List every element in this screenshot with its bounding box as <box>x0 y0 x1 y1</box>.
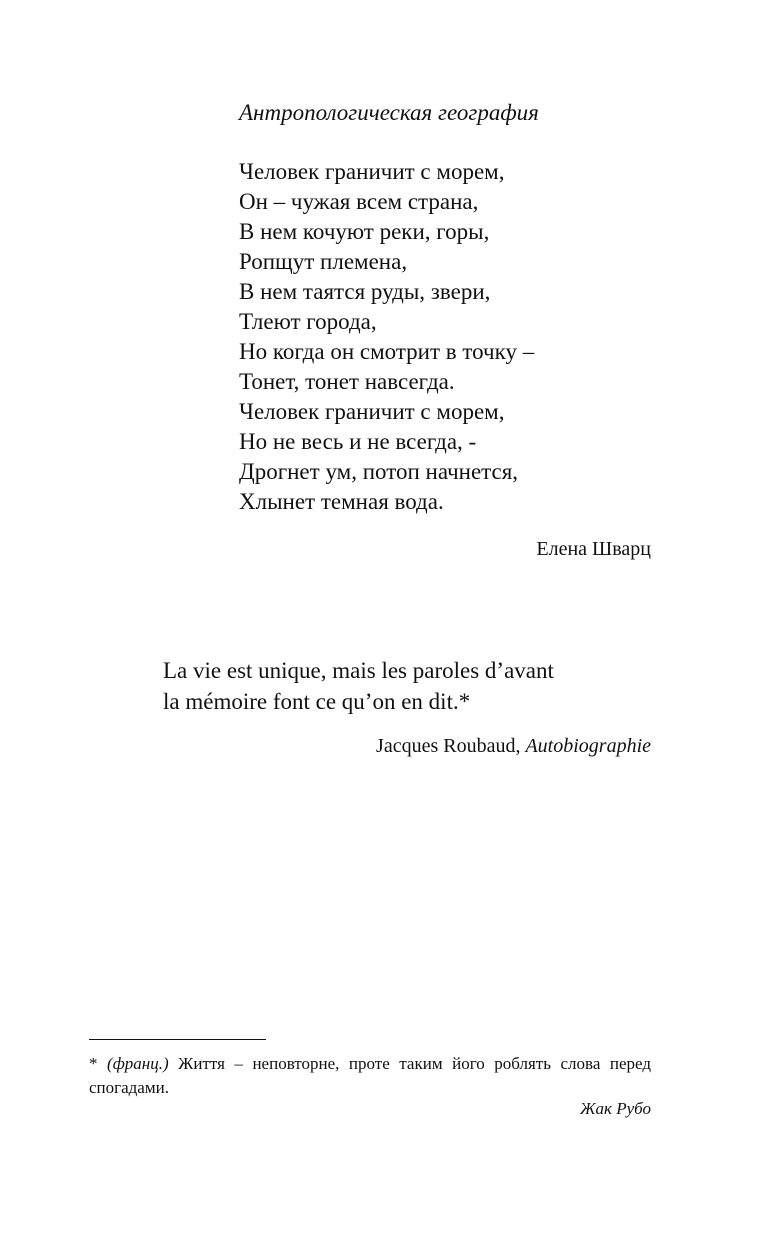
epigraph-attribution <box>163 733 651 759</box>
poem-line: Тлеют города, <box>239 309 377 334</box>
footnote-marker: * <box>89 1054 108 1073</box>
poem-author: Елена Шварц <box>536 538 651 560</box>
footnote-divider <box>89 1039 266 1040</box>
poem-block <box>239 98 651 562</box>
epigraph-line: La vie est unique, mais les paroles d’avant <box>163 658 554 683</box>
poem-line: Дрогнет ум, потоп начнется, <box>239 459 519 484</box>
poem-line: Человек граничит с морем, <box>239 399 505 424</box>
poem-line: В нем кочуют реки, горы, <box>239 219 490 244</box>
poem-line: Но когда он смотрит в точку – <box>239 339 535 364</box>
poem-line: Но не весь и не всегда, - <box>239 429 477 454</box>
poem-line: Он – чужая всем страна, <box>239 189 479 214</box>
epigraph-author: Jacques Roubaud, <box>376 735 526 757</box>
epigraph <box>163 655 651 759</box>
poem-line: В нем таятся руды, звери, <box>239 279 491 304</box>
poem-line: Хлынет темная вода. <box>239 489 444 514</box>
epigraph-line: la mémoire font ce qu’on en dit.* <box>163 689 471 714</box>
poem-title: Антропологическая география <box>239 100 539 125</box>
footnote <box>89 1052 651 1100</box>
footnote-author: Жак Рубо <box>579 1099 651 1118</box>
poem-lines <box>239 157 651 517</box>
footnote-text: Життя – неповторне, проте таким його роблять слова перед спогадами. <box>89 1054 651 1097</box>
poem-line: Ропщут племена, <box>239 249 408 274</box>
footnote-language: (франц.) <box>107 1054 169 1073</box>
poem-line: Человек граничит с морем, <box>239 159 505 184</box>
epigraph-work-title: Autobiographie <box>525 735 651 757</box>
poem-line: Тонет, тонет навсегда. <box>239 369 455 394</box>
